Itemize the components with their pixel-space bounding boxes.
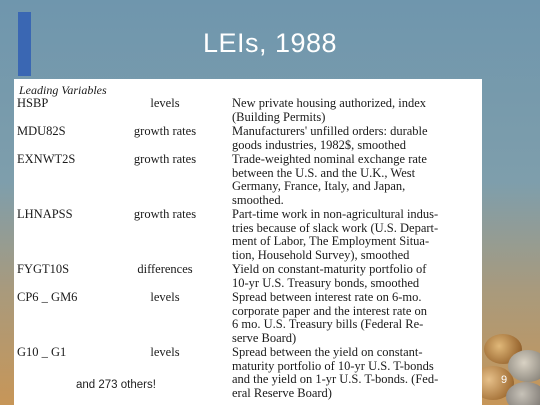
variable-code: LHNAPSS: [17, 207, 73, 221]
description-line: Manufacturers' unfilled orders: durable: [232, 124, 428, 138]
variable-transform: growth rates: [133, 124, 197, 138]
page-number: 9: [500, 374, 508, 386]
variable-code: CP6 _ GM6: [17, 290, 78, 304]
variable-description: [232, 208, 478, 262]
variable-code: EXNWT2S: [17, 152, 76, 166]
description-line: maturity portfolio of 10-yr U.S. T-bonds: [232, 358, 434, 373]
description-line: New private housing authorized, index: [232, 96, 427, 110]
variable-description: [232, 263, 478, 290]
variable-code: HSBP: [17, 96, 49, 110]
description-line: Trade-weighted nominal exchange rate: [232, 152, 427, 166]
description-line: goods industries, 1982$, smoothed: [232, 137, 406, 152]
variable-description: [232, 97, 478, 124]
variable-transform: differences: [137, 262, 193, 276]
variable-description: [232, 291, 478, 345]
description-line: tion, Household Survey), smoothed: [232, 247, 410, 262]
variable-transform: levels: [150, 345, 180, 359]
description-line: Germany, France, Italy, and Japan,: [232, 179, 406, 194]
description-line: 6 mo. U.S. Treasury bills (Federal Re-: [232, 317, 424, 332]
variable-transform: growth rates: [133, 207, 197, 221]
description-line: corporate paper and the interest rate on: [232, 303, 428, 318]
description-line: serve Board): [232, 330, 297, 345]
description-line: tries because of slack work (U.S. Depart-: [232, 220, 439, 235]
description-line: Spread between the yield on constant-: [232, 345, 423, 359]
description-line: and the yield on 1-yr U.S. T-bonds. (Fed-: [232, 372, 439, 387]
variable-code: MDU82S: [17, 124, 66, 138]
variable-description: [232, 125, 478, 152]
description-line: Spread between interest rate on 6-mo.: [232, 290, 422, 304]
description-line: Yield on constant-maturity portfolio of: [232, 262, 427, 276]
description-line: ment of Labor, The Employment Situa-: [232, 234, 430, 249]
variable-description: [232, 346, 478, 400]
variable-code: G10 _ G1: [17, 345, 67, 359]
description-line: eral Reserve Board): [232, 385, 332, 400]
coins-image: [480, 330, 540, 405]
slide-title: LEIs, 1988: [202, 28, 338, 58]
table-header: Leading Variables: [19, 83, 107, 97]
variable-transform: levels: [150, 290, 180, 304]
variable-description: [232, 153, 478, 207]
variable-transform: levels: [150, 96, 180, 110]
description-line: Part-time work in non-agricultural indus-: [232, 207, 439, 221]
description-line: (Building Permits): [232, 109, 326, 124]
description-line: between the U.S. and the U.K., West: [232, 165, 416, 180]
variable-transform: growth rates: [133, 152, 197, 166]
description-line: 10-yr U.S. Treasury bonds, smoothed: [232, 275, 420, 290]
description-line: smoothed.: [232, 192, 284, 207]
footnote-text: and 273 others!: [76, 379, 156, 391]
variable-code: FYGT10S: [17, 262, 70, 276]
